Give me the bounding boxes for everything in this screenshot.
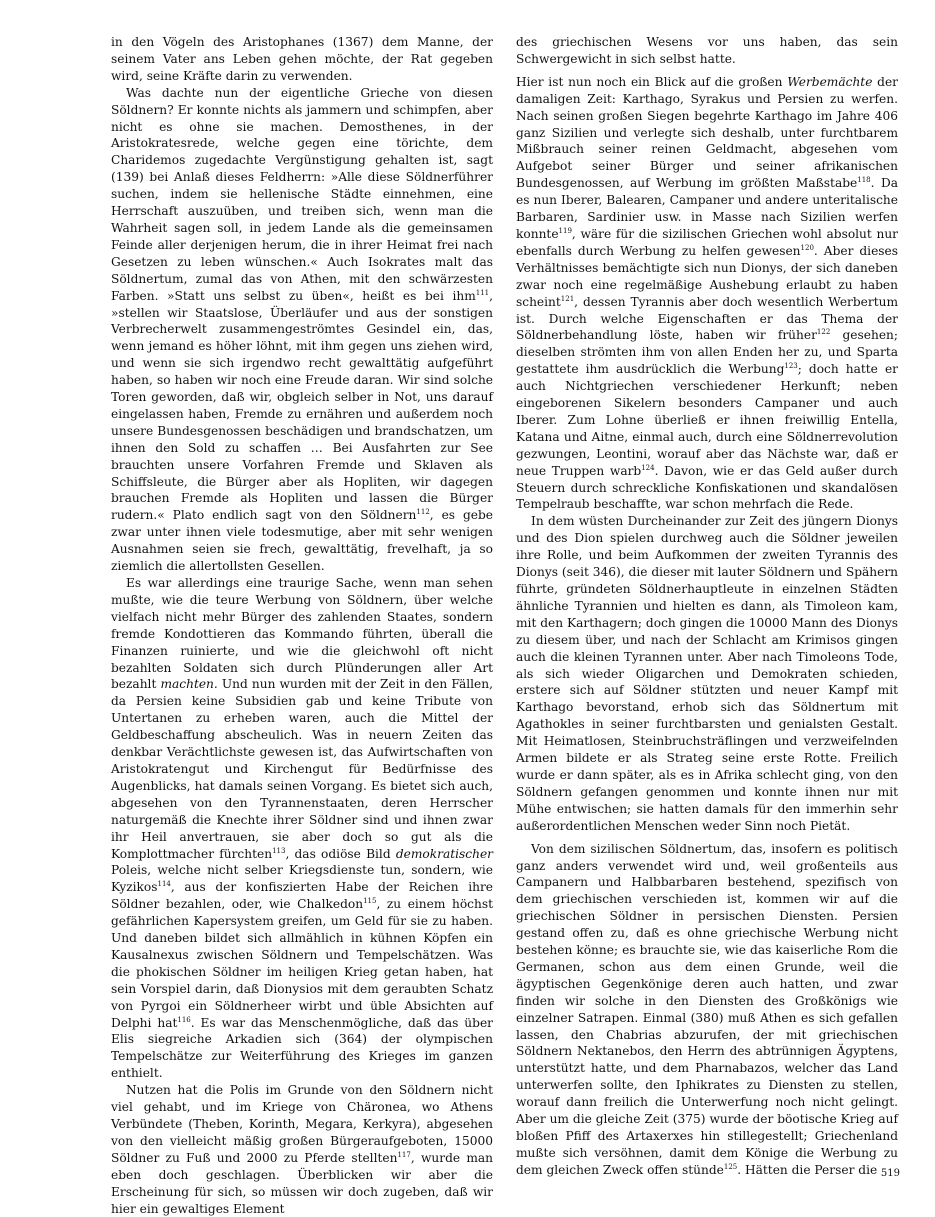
footnote-ref: 115 [363,897,377,906]
footnote-ref: 113 [272,846,286,855]
footnote-ref: 116 [177,1015,191,1024]
paragraph [111,34,493,85]
text-run: , dessen Tyrannis aber doch wesentlich Werbertum ist. Durch welche Eigenschaften er das Thema der Söldnerbehandlung löste, haben wir früher [516,294,898,343]
footnote-ref: 120 [800,243,814,252]
paragraph [516,34,898,68]
footnote-ref: 117 [397,1150,411,1159]
paragraph [111,85,493,575]
text-run: . Davon, wie er das Geld außer durch Steuern durch schreckliche Konfiskationen und skandalösen Tempelraub beschaffte, war schon mehrfach die Rede. [516,463,898,512]
footnote-ref: 123 [784,362,798,371]
left-column [111,34,493,1217]
text-run: Poleis, welche nicht selber Kriegsdienste tun, sondern, wie Kyzikos [111,863,493,895]
footnote-ref: 119 [558,226,572,235]
footnote-ref: 122 [816,328,831,337]
footnote-ref: 121 [560,294,575,303]
text-run: In dem wüsten Durcheinander zur Zeit des jüngern Dionys und des Dion spielen durchweg auch die Söldner jeweilen ihre Rolle, und beim Aufkommen der zweiten Tyrannis des Dionys (seit 346), die dieser mit lauter Söldnern und Spähern führte, gründeten Söldnerhauptleute in einzelnen Städten ähnliche Tyrannien und hielten es dann, als Timoleon kam, mit den Karthagern; doch gingen die 10000 Mann des Dionys zu diesem über, und nach der Schlacht am Krimisos gingen auch die kleinen Tyrannen unter. Aber nach Timoleons Tode, als sich wieder Oligarchen und Demokraten schieden, erstere sich auf Söldner stützten und neuer Kampf mit Karthago bevorstand, erhob sich das Söldnertum mit Agathokles in seiner furchtbarsten und genialsten Gestalt. Mit Heimatlosen, Steinbruchsträflingen und verzweifelnden Armen bildete er als Strateg seine erste Rotte. Freilich wurde er dann später, als es in Afrika schlecht ging, von den Söldnern gefangen genommen und konnte ihnen nur mit Mühe entwischen; sie hatten damals für den immerhin sehr außerordentlichen Menschen weder Sinn noch Pietät. [516,514,898,833]
text-run: . Hätten die Perser die [737,1162,878,1177]
footnote-ref: 118 [857,176,871,185]
text-run: gesehen; dieselben strömten ihm von allen Enden her zu, und Sparta gestattete ihm ausdrücklich die Werbung [516,328,898,377]
text-run: Es war allerdings eine traurige Sache, wenn man sehen mußte, wie die teure Werbung von Söldnern, über welche vielfach nicht mehr Bürger des zahlenden Staates, sondern fremde Kondottieren das Kommando führten, überall die Finanzen ruinierte, und wie die gleichwohl oft nicht bezahlten Soldaten sich durch Plünderungen aller Art bezahlt [111,576,493,692]
text-run: Was dachte nun der eigentliche Grieche von diesen Söldnern? Er konnte nichts als jammern und schimpfen, aber nicht es ohne sie machen. Demosthenes, in der Aristokratesrede, welche gegen eine törichte, dem Charidemos zugedachte Vergünstigung gehalten ist, sagt (139) bei Anlaß dieses Feldherrn: »Alle diese Söldnerführer suchen, indem sie hellenische Städte einnehmen, eine Herrschaft auszuüben, und treiben sich, wenn man die Wahrheit sagen soll, in jedem Lande als die gemeinsamen Feinde aller derjenigen herum, die in ihrer Heimat frei nach Gesetzen zu leben wünschen.« Auch Isokrates malt das Söldnertum, zumal das von Athen, mit den schwärzesten Farben. »Statt uns selbst zu üben«, heißt es bei ihm [111,85,493,303]
text-run: , zu einem höchst gefährlichen Kapersystem greifen, um Geld für sie zu haben. Und daneben bildet sich allmählich in kühnen Köpfen ein Kausalnexus zwischen Söldnern und Tempelschätzen. Was die phokischen Söldner im heiligen Krieg getan haben, hat sein Vorspiel darin, daß Dionysios mit dem geraubten Schatz von Pyrgoi ein Söldnerheer wirbt und üble Absichten auf Delphi hat [111,897,493,1030]
right-column [516,34,898,1179]
footnote-ref: 111 [475,288,490,297]
text-run: , das odiöse Bild [285,846,396,861]
text-run: , es gebe zwar unter ihnen viele todesmutige, aber mit sehr wenigen Ausnahmen seien sie frech, gewalttätig, frevelhaft, ja so ziemlich die allertollsten Gesellen. [111,508,494,574]
paragraph [516,513,898,834]
text-run: . Aber dieses Verhältnisses bemächtigte sich nun Dionys, der sich daneben zwar noch eine regelmäßige Aushebung erlaubt zu haben scheint [516,243,899,309]
text-run: Von dem sizilischen Söldnertum, das, insofern es politisch ganz anders verwendet wird und, weil großenteils aus Campanern und Halbbarbaren bestehend, spezifisch von dem griechischen verschieden ist, kommen wir auf die griechischen Söldner in persischen Diensten. Persien gestand offen zu, daß es ohne griechische Werbung nicht bestehen könne; es brauchte sie, wie das kaiserliche Rom die Germanen, schon aus dem einen Grunde, weil die ägyptischen Gegenkönige deren auch hatten, und zwar finden wir solche in den Diensten des Großkönigs wie einzelner Satrapen. Einmal (380) muß Athen es sich gefallen lassen, den Chabrias abzurufen, der mit griechischen Söldnern Nektanebos, den Herrn des abtrünnigen Ägyptens, unterstützt hatte, und dem Pharnabazos, welcher das Land unterwerfen sollte, den Iphikrates zu Diensten zu stellen, worauf dann freilich die Unterwerfung noch nicht gelingt. Aber um die gleiche Zeit (375) wurde der böotische Krieg auf bloßen Pfiff des Artaxerxes hin stillegestellt; Griechenland mußte sich versöhnen, damit dem Könige die Werbung zu dem gleichen Zweck offen stünde [516,841,898,1177]
paragraph [516,841,898,1179]
text-run: . Es war das Menschenmögliche, daß das über Elis siegreiche Arkadien sich (364) der olympischen Tempelschätze zur Weiterführung des Krieges im ganzen enthielt. [111,1015,493,1081]
text-run: , aus der konfiszierten Habe der Reichen ihre Söldner bezahlen, oder, wie Chalkedon [111,880,493,912]
text-run: der damaligen Zeit: Karthago, Syrakus und Persien zu werfen. Nach seinen großen Siegen begehrte Karthago im Jahre 406 ganz Sizilien und verlegte sich deshalb, unter furchtbarem Mißbrauch seiner reinen Geldmacht, abgesehen vom Aufgebot seiner Bürger und seiner afrikanischen Bundesgenossen, auf Werbung im größten Maßstabe [516,74,898,191]
text-run: , »stellen wir Staatslose, Überläufer und aus der sonstigen Verbrecherwelt zusammengeströmtes Gesindel ein, das, wenn jemand es höher löhnt, mit ihm gegen uns ziehen wird, und wenn sie sich irgendwo recht gewalttätig aufgeführt haben, so haben wir noch eine Freude daran. Wir sind solche Toren geworden, daß wir, obgleich selber in Not, uns darauf eingelassen haben, Fremde zu ernähren und außerdem noch unsere Bundesgenossen beschädigen und brandschatzen, um ihnen den Sold zu schaffen … Bei Ausfahrten zur See brauchten unsere Vorfahren Fremde und Sklaven als Schiffsleute, die Bürger aber als Hopliten, wir dagegen brauchen Fremde als Hopliten und lassen die Bürger rudern.« Plato endlich sagt von den Söldnern [111,288,493,523]
text-run: Nutzen hat die Polis im Grunde von den Söldnern nicht viel gehabt, und im Kriege von Chäronea, wo Athens Verbündete (Theben, Korinth, Megara, Kerkyra), abgesehen von den vielleicht mäßig großen Bürgeraufgeboten, 15000 Söldner zu Fuß und 2000 zu Pferde stellten [111,1083,493,1165]
paragraph [111,575,493,1082]
text-run: Und nun wurden mit der Zeit in den Fällen, da Persien keine Subsidien gab und keine Tribute von Untertanen zu erheben waren, auch die Mittel der Geldbeschaffung abscheulich. Was in neuern Zeiten das denkbar Verächtlichste gewesen ist, das Aufwirtschaften von Aristokratengut und Kirchengut für Bedürfnisse des Augenblicks, hat damals seinen Vorgang. Es bietet sich auch, abgesehen von den Tyrannenstaaten, deren Herrscher naturgemäß die Knechte ihrer Söldner sind und ihnen zwar ihr Heil anvertrauen, sie aber doch so gut als die Komplottmacher fürchten [111,677,493,861]
emphasis: Werbemächte [787,74,873,89]
footnote-ref: 114 [157,880,171,889]
footnote-ref: 112 [416,508,430,517]
emphasis: machten. [160,677,218,692]
text-run: , wurde man eben doch geschlagen. Überblicken wir aber die Erscheinung für sich, so müssen wir doch zugeben, daß wir hier ein gewaltiges Element [111,1150,494,1216]
text-run: Hier ist nun noch ein Blick auf die großen [516,74,788,89]
text-run: des griechischen Wesens vor uns haben, das sein Schwergewicht in sich selbst hatte. [516,35,898,66]
footnote-ref: 124 [641,463,655,472]
emphasis: demokratischer [395,846,493,861]
paragraph [516,74,898,514]
text-run: , wäre für die sizilischen Griechen wohl absolut nur ebenfalls durch Werbung zu helfen gewesen [516,226,898,258]
text-run: in den Vögeln des Aristophanes (1367) dem Manne, der seinem Vater ans Leben gehen möchte, der Rat gegeben wird, seine Kräfte darin zu verwenden. [111,35,493,83]
page-number: 519 [880,1168,900,1179]
footnote-ref: 125 [723,1162,738,1171]
paragraph [111,1082,493,1217]
text-run: . Da es nun Iberer, Balearen, Campaner und andere unteritalische Barbaren, Sardinier usw. in Masse nach Sizilien werfen konnte [516,176,898,241]
text-run: ; doch hatte er auch Nichtgriechen verschiedener Herkunft; neben eingeborenen Sikelern besonders Campaner und auch Iberer. Zum Lohne überließ er ihnen freiwillig Entella, Katana und Aitne, einmal auch, durch eine Söldnerrevolution gezwungen, Leontini, worauf aber das Nächste war, daß er neue Truppen warb [516,362,898,478]
